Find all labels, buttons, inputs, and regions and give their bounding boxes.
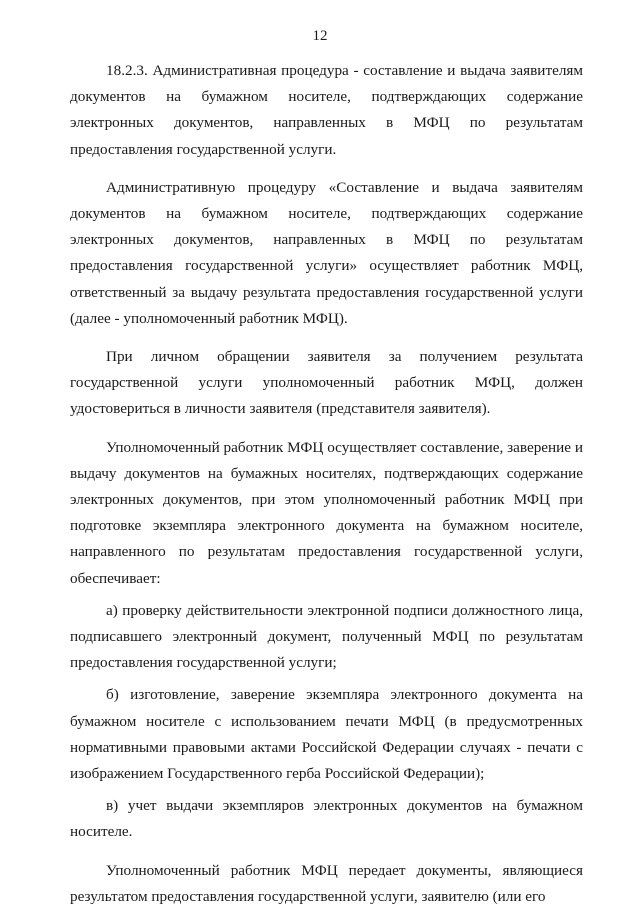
paragraph-procedure-heading: 18.2.3. Административная процедура - составление и выдача заявителям документов на бумажном носителе, подтверждающих содержание электронных документов, направленных в МФЦ по результатам предоставления государственной услуги.	[70, 62, 583, 158]
document-body	[70, 58, 583, 922]
paragraph-identity-check: При личном обращении заявителя за получением результата государственной услуги уполномоченный работник МФЦ, должен удостовериться в личности заявителя (представителя заявителя).	[70, 348, 583, 418]
paragraph-item-a: а) проверку действительности электронной подписи должностного лица, подписавшего электронный документ, полученный МФЦ по результатам предоставления государственной услуги;	[70, 601, 583, 672]
paragraph-worker-duties: Уполномоченный работник МФЦ осуществляет составление, заверение и выдачу документов на бумажных носителях, подтверждающих содержание электронных документов, при этом уполномоченный работник МФЦ при подготовке экземпляра электронного документа на бумажном носителе, направленного по результатам предоставления государственной услуги, обеспечивает:	[70, 438, 583, 587]
page-number: 12	[312, 28, 328, 44]
paragraph-responsible-worker: Административную процедуру «Составление и выдача заявителям документов на бумажном носителе, подтверждающих содержание электронных документов, направленных в МФЦ по результатам предоставления государственной услуги» осуществляет работник МФЦ, ответственный за выдачу результата предоставления государственной услуги (далее - уполномоченный работник МФЦ).	[70, 178, 583, 327]
paragraph-transfer-documents: Уполномоченный работник МФЦ передает документы, являющиеся результатом предоставления государственной услуги, заявителю (или его	[70, 861, 583, 905]
paragraph-item-b: б) изготовление, заверение экземпляра электронного документа на бумажном носителе с использованием печати МФЦ (в предусмотренных нормативными правовыми актами Российской Федерации случаях - печати с изображением Государственного герба Российской Федерации);	[70, 686, 583, 783]
paragraph-item-c: в) учет выдачи экземпляров электронных документов на бумажном носителе.	[70, 797, 583, 841]
